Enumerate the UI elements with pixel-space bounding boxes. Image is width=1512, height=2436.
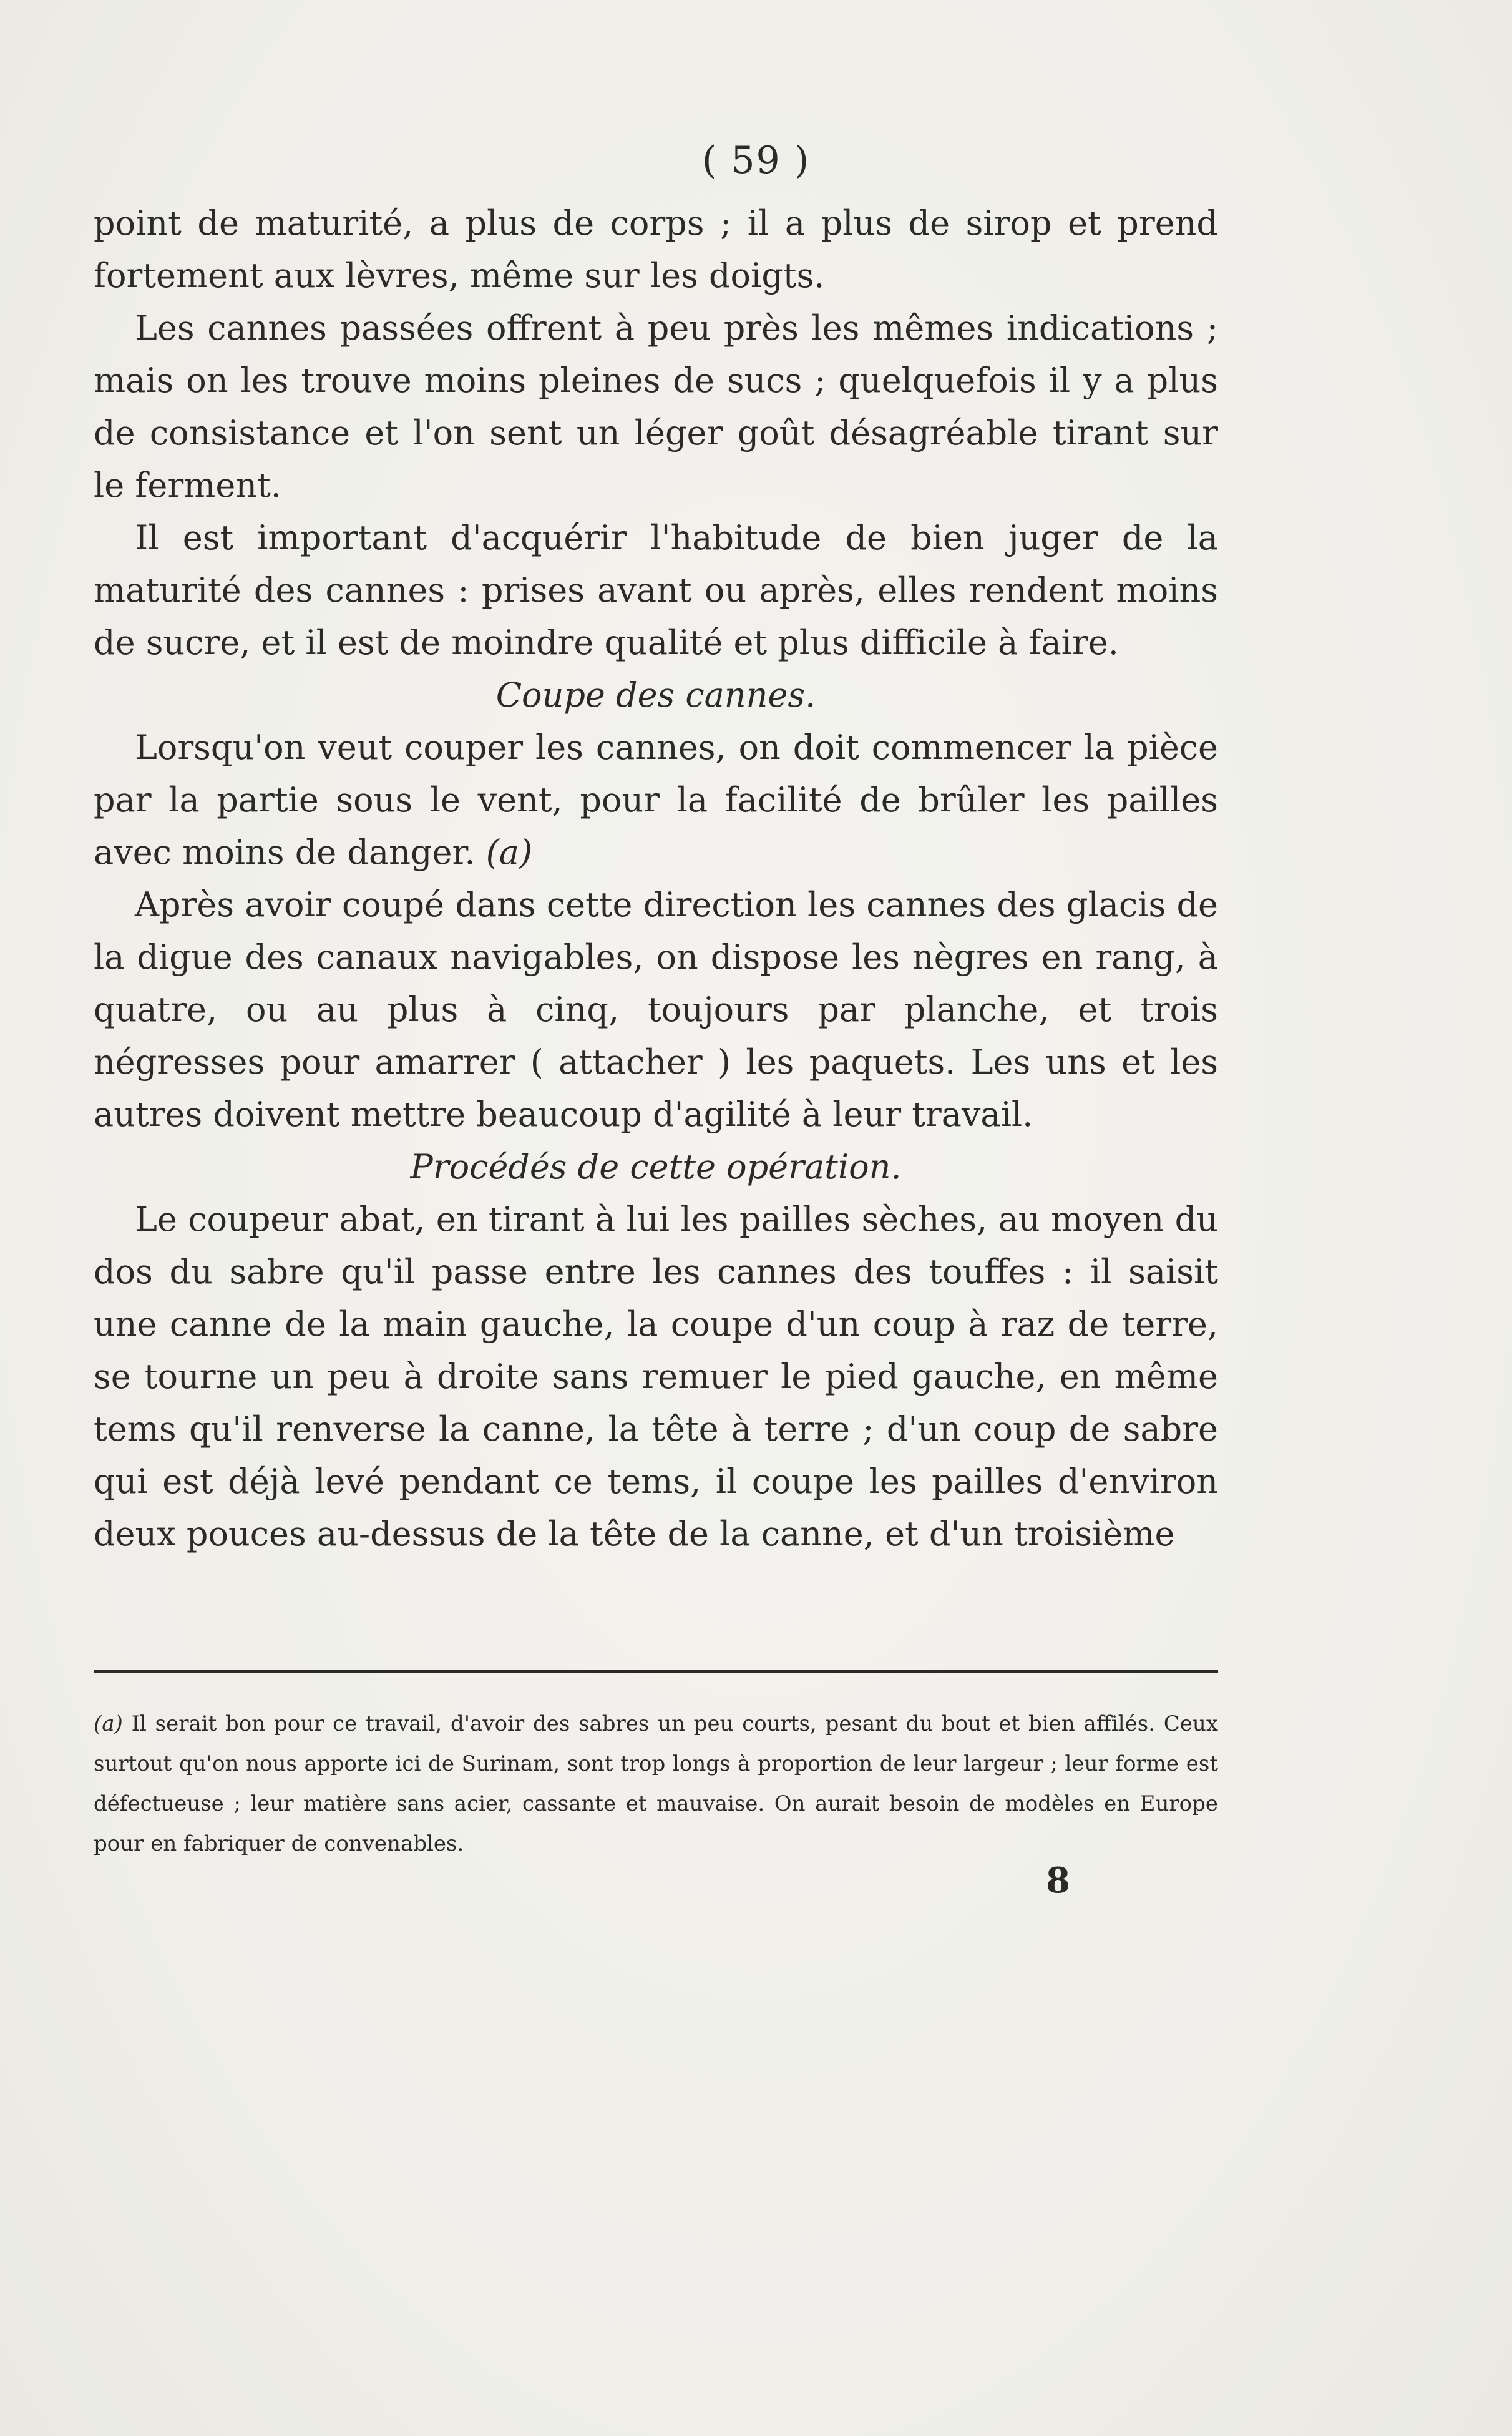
- section-heading-coupe: Coupe des cannes.: [495, 675, 816, 715]
- paragraph-maturite: Il est important d'acquérir l'habitude de bien juger de la maturité des cannes : prises avant ou après, elles rendent moins de sucre, et il est de moindre qualité et plus difficile à faire.: [94, 518, 1218, 662]
- footnote-mark: (a): [94, 1711, 123, 1736]
- paragraph-coupeur: Le coupeur abat, en tirant à lui les pailles sèches, au moyen du dos du sabre qu'il passe entre les cannes des touffes : il saisit une canne de la main gauche, la coupe d'un coup à raz de terre, se tourne un peu à droite sans remuer le pied gauche, en même tems qu'il renverse la canne, la tête à terre ; d'un coup de sabre qui est déjà levé pendant ce tems, il coupe les pailles d'environ deux pouces au-dessus de la tête de la canne, et d'un troisième: [94, 1200, 1218, 1553]
- main-text: [94, 197, 1218, 1560]
- paragraph-couper-cannes: [94, 722, 1218, 879]
- footnote-reference: (a): [485, 833, 533, 872]
- page-number: ( 59 ): [701, 139, 811, 182]
- paragraph-couper-cannes-text: Lorsqu'on veut couper les cannes, on doit commencer la pièce par la partie sous le vent, pour la facilité de brûler les pailles avec moins de danger.: [94, 728, 1218, 872]
- paragraph-cannes-passees: Les cannes passées offrent à peu près les mêmes indications ; mais on les trouve moins pleines de sucs ; quelquefois il y a plus de consistance et l'on sent un léger goût désagréable tirant sur le ferment.: [94, 308, 1218, 505]
- footnote-divider: [94, 1670, 1218, 1673]
- footnote: [94, 1704, 1218, 1864]
- paragraph-continued: point de maturité, a plus de corps ; il a plus de sirop et prend fortement aux lèvres, même sur les doigts.: [94, 203, 1218, 295]
- section-heading-procedes: Procédés de cette opération.: [410, 1147, 902, 1186]
- signature-mark: 8: [1046, 1860, 1070, 1901]
- paragraph-apres-avoir: Après avoir coupé dans cette direction les cannes des glacis de la digue des canaux navigables, on dispose les nègres en rang, à quatre, ou au plus à cinq, toujours par planche, et trois négresses pour amarrer ( attacher ) les paquets. Les uns et les autres doivent mettre beaucoup d'agilité à leur travail.: [94, 885, 1218, 1134]
- footnote-text: Il serait bon pour ce travail, d'avoir des sabres un peu courts, pesant du bout et bien affilés. Ceux surtout qu'on nous apporte ici de Surinam, sont trop longs à proportion de leur largeur ; leur forme est défectueuse ; leur matière sans acier, cassante et mauvaise. On aurait besoin de modèles en Europe pour en fabriquer de convenables.: [94, 1711, 1218, 1856]
